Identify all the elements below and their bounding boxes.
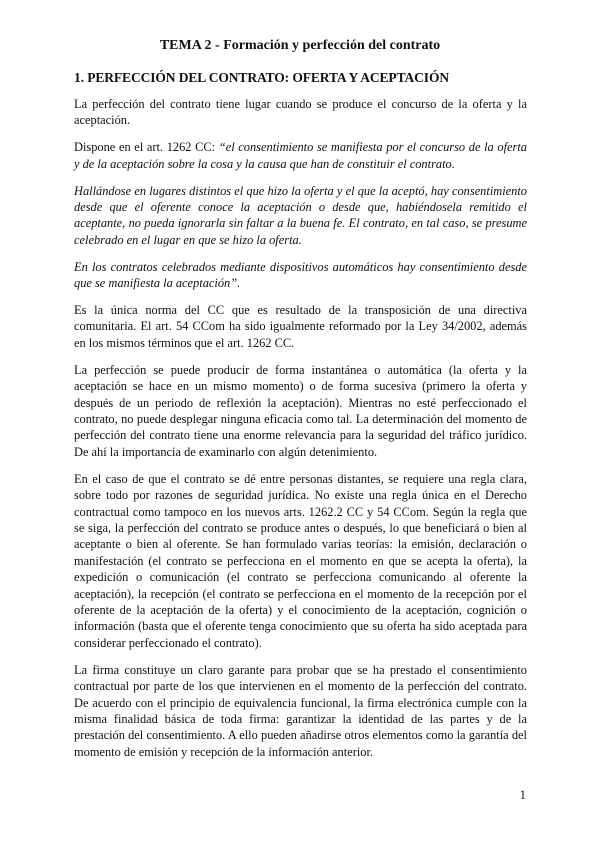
document-body (74, 96, 527, 771)
paragraph-1: La perfección del contrato tiene lugar cuando se produce el concurso de la oferta y la aceptación. (74, 97, 527, 128)
paragraph-3-quote: Hallándose en lugares distintos el que hizo la oferta y el que la aceptó, hay consentimiento desde que el oferente conoce la aceptación o desde que, habiéndosela remitido el aceptante, no pueda ignorarla sin faltar a la buena fe. El contrato, en tal caso, se presume celebrado en el lugar en que se hizo la oferta. (74, 183, 527, 247)
document-title: TEMA 2 - Formación y perfección del contrato (159, 38, 441, 53)
paragraph-7: En el caso de que el contrato se dé entre personas distantes, se requiere una regla clara, sobre todo por razones de seguridad jurídica. No existe una regla única en el Derecho contractual como tampoco en los nuevos arts. 1262.2 CC y 54 CCom. Según la regla que se siga, la perfección del contrato se produce antes o después, lo que beneficiará o bien al aceptante o bien al oferente. Se han formulado varias teorías: la emisión, declaración o manifestación (el contrato se perfecciona en el momento en que se acepta la oferta), la expedición o comunicación (el contrato se perfecciona comunicando al oferente la aceptación), la recepción (el contrato se perfecciona en el momento de la recepción por el oferente de la aceptación de la oferta) y el conocimiento de la aceptación, cognición o información (basta que el oferente tenga conocimiento que su oferta ha sido aceptada para considerar perfeccionado el contrato). (74, 471, 527, 650)
paragraph-2-quote: “el consentimiento se manifiesta por el concurso de la oferta y de la aceptación sobre la cosa y la causa que han de constituir el contrato. (74, 140, 527, 171)
paragraph-2-lead: Dispone en el art. 1262 CC: (74, 140, 219, 155)
paragraph-8: La firma constituye un claro garante para probar que se ha prestado el consentimiento contractual por parte de los que intervienen en el momento de la perfección del contrato. De acuerdo con el principio de equivalencia funcional, la firma electrónica cumple con la misma finalidad básica de toda firma: garantizar la identidad de las partes y de la prestación del consentimiento. A ello pueden añadirse otros elementos como la garantía del momento de emisión y recepción de la información anterior. (74, 662, 527, 759)
paragraph-6: La perfección se puede producir de forma instantánea o automática (la oferta y la aceptación se hace en un mismo momento) o de forma sucesiva (primero la oferta y después de un periodo de reflexión la aceptación). Mientras no esté perfeccionado el contrato, no puede desplegar ninguna eficacia como tal. La determinación del momento de perfección del contrato tiene una enorme relevancia para la seguridad del tráfico jurídico. De ahí la importancia de examinarlo con algún detenimiento. (74, 362, 527, 459)
paragraph-4-quote: En los contratos celebrados mediante dispositivos automáticos hay consentimiento desde que se manifiesta la aceptación”. (74, 259, 527, 291)
section-heading: 1. PERFECCIÓN DEL CONTRATO: OFERTA Y ACEPTACIÓN (74, 70, 449, 85)
paragraph-5: Es la única norma del CC que es resultado de la transposición de una directiva comunitaria. El art. 54 CCom ha sido igualmente reformado por la Ley 34/2002, además en los mismos términos que el art. 1262 CC. (74, 303, 527, 350)
paragraph-2 (74, 139, 527, 172)
page-number: 1 (519, 788, 526, 802)
